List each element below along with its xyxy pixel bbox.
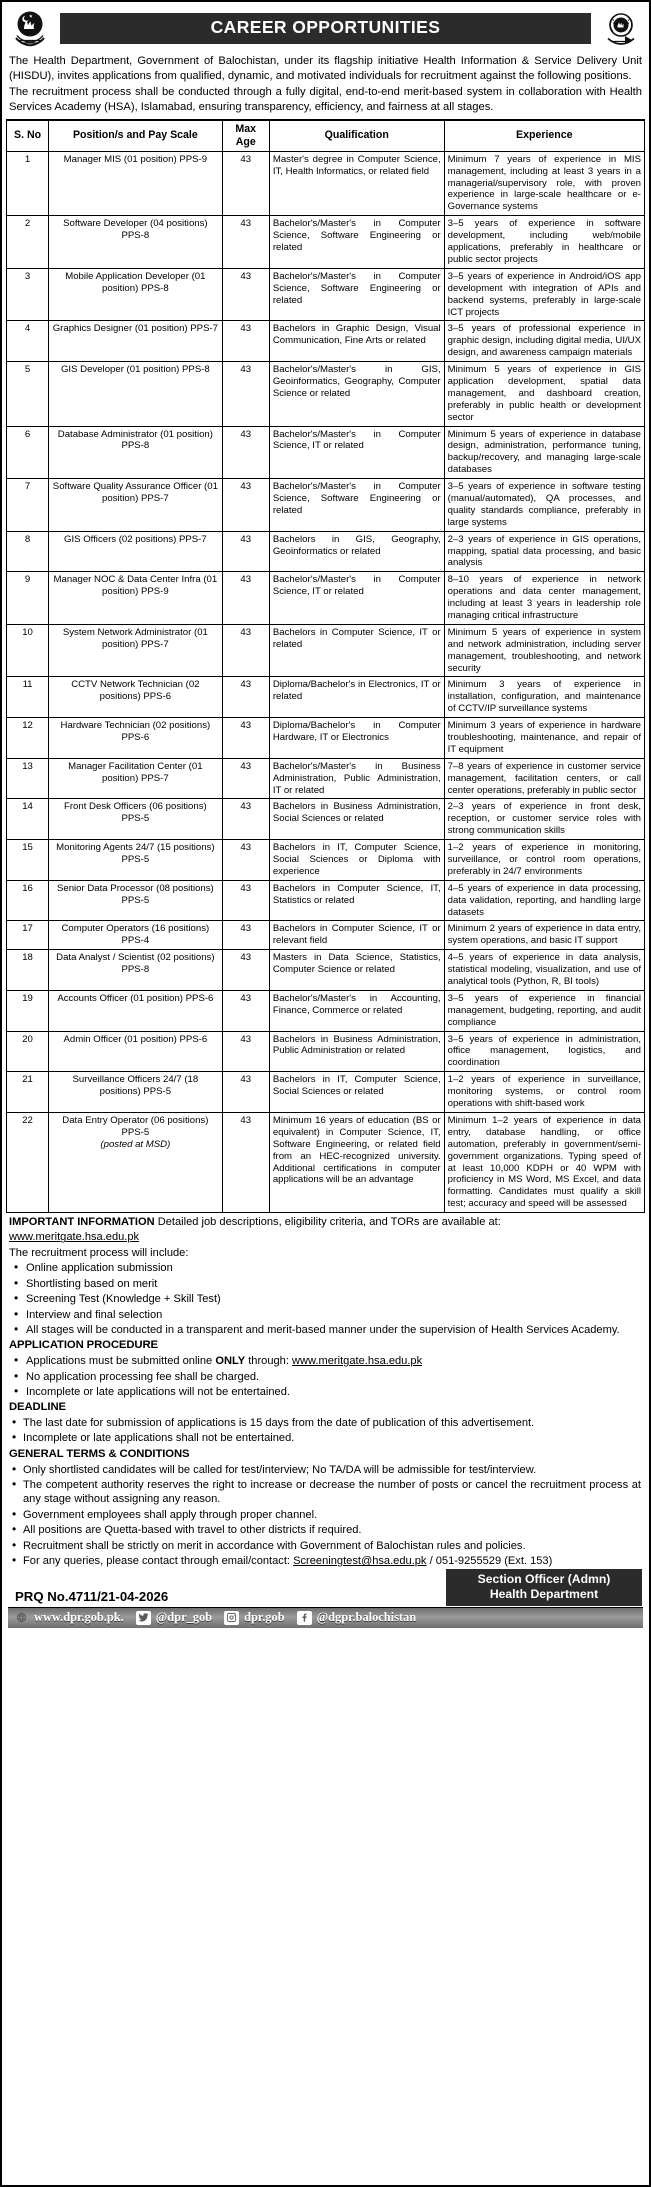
position-title: Manager MIS (01 position) PPS-9 (63, 153, 208, 165)
globe-icon (14, 1611, 29, 1625)
social-media-bar (8, 1607, 643, 1628)
cell-position (49, 572, 223, 625)
cell-experience: Minimum 2 years of experience in data entry, system operations, and basic IT support (444, 921, 644, 950)
table-row (7, 1112, 645, 1212)
prq-number: PRQ No.4711/21-04-2026 (15, 1588, 169, 1604)
list-item: • Government employees shall apply through proper channel. (9, 1508, 641, 1522)
positions-table-body (7, 151, 645, 1212)
cell-sno: 9 (7, 572, 49, 625)
cell-position (49, 799, 223, 840)
position-title: System Network Administrator (01 position) PPS-7 (62, 626, 208, 650)
cell-experience: Minimum 5 years of experience in GIS application development, spatial data management, and dashboard creation, preferably in public health or development sector (444, 362, 644, 426)
cell-sno: 6 (7, 426, 49, 479)
cell-sno: 7 (7, 479, 49, 532)
cell-qualification: Bachelors in Computer Science, IT or relevant field (269, 921, 444, 950)
cell-position (49, 426, 223, 479)
general-terms-heading: GENERAL TERMS & CONDITIONS (9, 1447, 190, 1460)
deadline-list (9, 1416, 641, 1446)
signature-block (446, 1569, 642, 1607)
cell-qualification: Bachelors in Computer Science, IT or related (269, 624, 444, 677)
cell-sno: 18 (7, 950, 49, 991)
cell-position (49, 1072, 223, 1113)
cell-experience: 2–3 years of experience in GIS operations, mapping, spatial data processing, and basic analysis (444, 531, 644, 572)
apply-online-only-emphasis: ONLY (215, 1355, 246, 1368)
position-title: Accounts Officer (01 position) PPS-6 (57, 992, 214, 1004)
cell-experience: 3–5 years of experience in Android/iOS app development with integration of APIs and backend systems, preferably in large-scale ICT projects (444, 268, 644, 321)
list-item: • Interview and final selection (9, 1308, 641, 1322)
cell-qualification: Bachelors in IT, Computer Science, Social Sciences or related (269, 1072, 444, 1113)
cell-position (49, 880, 223, 921)
list-item: • All stages will be conducted in a transparent and merit-based manner under the supervision of Health Services Academy. (9, 1323, 641, 1337)
contact-email-link[interactable]: Screeningtest@hsa.edu.pk (293, 1555, 427, 1568)
cell-max-age: 43 (222, 216, 269, 269)
signature-department: Health Department (489, 1586, 599, 1601)
cell-experience: 4–5 years of experience in data analysis, statistical modeling, visualization, and use of analytical tools (Python, R, BI tools) (444, 950, 644, 991)
cell-qualification: Bachelors in GIS, Geography, Geoinformatics or related (269, 531, 444, 572)
cell-experience: 1–2 years of experience in surveillance, monitoring systems, or control room operations with shift-based work (444, 1072, 644, 1113)
position-title: CCTV Network Technician (02 positions) PPS-6 (71, 679, 200, 703)
cell-sno: 4 (7, 321, 49, 362)
table-row (7, 479, 645, 532)
cell-experience: 3–5 years of experience in software development, including web/mobile applications, preferably in healthcare or public sector projects (444, 216, 644, 269)
list-item: • Incomplete or late applications will not be entertained. (9, 1385, 641, 1399)
cell-sno: 20 (7, 1031, 49, 1072)
balochistan-government-emblem-logo (8, 7, 52, 51)
table-row (7, 321, 645, 362)
cell-experience: Minimum 7 years of experience in MIS management, including at least 3 years in a managerial/supervisory role, with proven experience in large-scale healthcare or e-Governance systems (444, 151, 644, 215)
cell-sno: 21 (7, 1072, 49, 1113)
position-title: Hardware Technician (02 positions) PPS-6 (60, 720, 211, 743)
cell-sno: 12 (7, 718, 49, 759)
cell-max-age: 43 (222, 677, 269, 718)
table-row (7, 216, 645, 269)
position-title: Graphics Designer (01 position) PPS-7 (52, 323, 219, 335)
column-header-sno: S. No (7, 120, 49, 151)
table-row (7, 718, 645, 759)
list-item: • The last date for submission of applications is 15 days from the date of publication of this advertisement. (9, 1416, 641, 1430)
position-title: Data Analyst / Scientist (02 positions) PPS-8 (56, 952, 215, 976)
cell-position (49, 362, 223, 426)
cell-experience: 8–10 years of experience in network operations and data center management, including at least 3 years in leadership role managing critical infrastructure (444, 572, 644, 625)
table-row (7, 268, 645, 321)
cell-qualification: Bachelor's/Master's in Computer Science, Software Engineering or related (269, 216, 444, 269)
list-item-apply-online (9, 1354, 641, 1368)
social-link-label: @dgpr.balochistan (316, 1610, 417, 1625)
cell-qualification: Bachelors in Business Administration, Social Sciences or related (269, 799, 444, 840)
introduction-block (6, 52, 645, 120)
cell-experience: Minimum 3 years of experience in hardware troubleshooting, maintenance, and repair of IT equipment (444, 718, 644, 759)
cell-position (49, 758, 223, 799)
cell-experience: Minimum 5 years of experience in database design, administration, performance tuning, backup/recovery, and managing large-scale databases (444, 426, 644, 479)
cell-qualification: Bachelor's/Master's in Computer Science, IT or related (269, 572, 444, 625)
cell-position (49, 321, 223, 362)
cell-max-age: 43 (222, 990, 269, 1031)
position-title: Data Entry Operator (06 positions) PPS-5 (62, 1114, 209, 1138)
cell-max-age: 43 (222, 572, 269, 625)
cell-position (49, 1031, 223, 1072)
column-header-max-age: Max Age (222, 120, 269, 151)
table-row (7, 950, 645, 991)
social-link-label: @dpr_gob (155, 1610, 213, 1625)
cell-max-age: 43 (222, 1072, 269, 1113)
intro-paragraph-2: The recruitment process shall be conducted through a fully digital, end-to-end merit-based system in collaboration with Health Services Academy (HSA), Islamabad, ensuring transparency, efficiency, and fairness at all stages. (9, 85, 642, 113)
position-title: Admin Officer (01 position) PPS-6 (63, 1033, 208, 1045)
cell-position (49, 718, 223, 759)
column-header-position: Position/s and Pay Scale (49, 120, 223, 151)
cell-position (49, 921, 223, 950)
table-row (7, 151, 645, 215)
list-item: • The competent authority reserves the right to increase or decrease the number of posts or cancel the recruitment process at any stage without assigning any reason. (9, 1478, 641, 1507)
cell-experience: 2–3 years of experience in front desk, reception, or customer service roles with strong communication skills (444, 799, 644, 840)
twitter-icon (136, 1611, 151, 1625)
table-header-row (7, 120, 645, 151)
position-title: Mobile Application Developer (01 position) PPS-8 (65, 270, 206, 294)
table-row (7, 758, 645, 799)
cell-position (49, 268, 223, 321)
cell-position (49, 624, 223, 677)
cell-sno: 15 (7, 840, 49, 881)
position-title: GIS Officers (02 positions) PPS-7 (64, 533, 207, 545)
cell-max-age: 43 (222, 321, 269, 362)
cell-position (49, 950, 223, 991)
cell-sno: 5 (7, 362, 49, 426)
cell-max-age: 43 (222, 1031, 269, 1072)
cell-max-age: 43 (222, 531, 269, 572)
cell-qualification: Bachelor's/Master's in Business Administration, Public Administration, IT or related (269, 758, 444, 799)
important-information-label: IMPORTANT INFORMATION (9, 1216, 155, 1229)
position-title: Software Quality Assurance Officer (01 position) PPS-7 (52, 481, 218, 504)
list-item-contact (9, 1554, 641, 1568)
cell-max-age: 43 (222, 1112, 269, 1212)
intro-paragraph-1: The Health Department, Government of Balochistan, under its flagship initiative Health Information & Service Delivery Unit (HISDU), invites applications from qualified, dynamic, and motivated individuals for recruitment against the following positions. (9, 55, 642, 82)
page-title: CAREER OPPORTUNITIES (60, 13, 591, 44)
deadline-heading: DEADLINE (9, 1401, 66, 1414)
footer-zone (6, 1573, 645, 1628)
social-link-facebook[interactable] (297, 1610, 417, 1625)
table-row (7, 677, 645, 718)
list-item: • Online application submission (9, 1261, 641, 1275)
list-item: • Incomplete or late applications shall not be entertained. (9, 1431, 641, 1445)
position-title: Senior Data Processor (08 positions) PPS-5 (56, 882, 214, 906)
health-department-emblem-logo (599, 7, 643, 51)
position-title: GIS Developer (01 position) PPS-8 (60, 364, 210, 376)
position-title: Manager Facilitation Center (01 position) PPS-7 (68, 760, 203, 784)
table-row (7, 426, 645, 479)
cell-sno: 11 (7, 677, 49, 718)
facebook-icon (297, 1611, 312, 1625)
social-link-label: dpr.gob (244, 1610, 285, 1625)
cell-max-age: 43 (222, 921, 269, 950)
contact-phone-text: / 051-9255529 (Ext. 153) (426, 1555, 553, 1568)
cell-max-age: 43 (222, 840, 269, 881)
positions-table (6, 120, 645, 1214)
instagram-icon (224, 1611, 239, 1625)
contact-list (9, 1554, 641, 1568)
cell-qualification: Masters in Data Science, Statistics, Computer Science or related (269, 950, 444, 991)
advertisement-header (6, 5, 645, 52)
cell-qualification: Diploma/Bachelor's in Computer Hardware, IT or Electronics (269, 718, 444, 759)
meritgate-url-line (9, 1230, 641, 1244)
column-header-experience: Experience (444, 120, 644, 151)
social-link-twitter[interactable] (136, 1610, 212, 1625)
apply-online-text-mid: through: (245, 1355, 293, 1368)
position-posting-note: (posted at MSD) (100, 1138, 171, 1150)
cell-experience: Minimum 3 years of experience in installation, configuration, and maintenance of CCTV/IP surveillance systems (444, 677, 644, 718)
application-procedure-list (9, 1354, 641, 1399)
cell-experience: 1–2 years of experience in monitoring, surveillance, or control room operations, preferably in 24/7 environments (444, 840, 644, 881)
cell-max-age: 43 (222, 758, 269, 799)
cell-qualification: Bachelors in Computer Science, IT, Statistics or related (269, 880, 444, 921)
cell-sno: 8 (7, 531, 49, 572)
position-title: Surveillance Officers 24/7 (18 positions) PPS-5 (72, 1074, 199, 1098)
cell-qualification: Bachelors in Business Administration, Public Administration or related (269, 1031, 444, 1072)
cell-max-age: 43 (222, 799, 269, 840)
list-item: • All positions are Quetta-based with travel to other districts if required. (9, 1523, 641, 1537)
social-link-label: www.dpr.gob.pk. (34, 1610, 124, 1625)
table-row (7, 1031, 645, 1072)
cell-max-age: 43 (222, 479, 269, 532)
social-link-globe[interactable] (14, 1610, 124, 1625)
cell-experience: Minimum 1–2 years of experience in data entry, database handling, or office automation, preferably in government/semi-government organizations. Typing speed of at least 10,000 KDPH or 40 WPM with proficiency in MS Word, MS Excel, and data formatting. Candidates must qualify a skill test; accuracy and speed will be assessed (444, 1112, 644, 1212)
table-row (7, 921, 645, 950)
important-information-line (9, 1215, 641, 1229)
cell-sno: 13 (7, 758, 49, 799)
position-title: Manager NOC & Data Center Infra (01 position) PPS-9 (53, 574, 218, 598)
cell-sno: 10 (7, 624, 49, 677)
social-link-instagram[interactable] (224, 1610, 285, 1625)
cell-qualification: Bachelor's/Master's in Computer Science, Software Engineering or related (269, 268, 444, 321)
cell-qualification: Bachelor's/Master's in Accounting, Finance, Commerce or related (269, 990, 444, 1031)
apply-online-text-pre: Applications must be submitted online (26, 1355, 216, 1368)
application-procedure-heading: APPLICATION PROCEDURE (9, 1339, 158, 1352)
cell-sno: 3 (7, 268, 49, 321)
contact-text-pre: For any queries, please contact through email/contact: (23, 1555, 294, 1568)
cell-position (49, 990, 223, 1031)
cell-sno: 2 (7, 216, 49, 269)
cell-experience: 3–5 years of experience in administration, office management, logistics, and coordination (444, 1031, 644, 1072)
cell-max-age: 43 (222, 950, 269, 991)
cell-max-age: 43 (222, 362, 269, 426)
cell-max-age: 43 (222, 624, 269, 677)
cell-experience: 7–8 years of experience in customer service management, facilitation centers, or call center operations, preferably in public sector (444, 758, 644, 799)
cell-qualification: Bachelor's/Master's in Computer Science, Software Engineering or related (269, 479, 444, 532)
cell-experience: 3–5 years of professional experience in graphic design, including digital media, UI/UX design, and awareness campaign materials (444, 321, 644, 362)
cell-position (49, 479, 223, 532)
position-title: Database Administrator (01 position) PPS-8 (57, 428, 213, 452)
table-row (7, 880, 645, 921)
cell-qualification: Bachelor's/Master's in GIS, Geoinformatics, Geography, Computer Science or related (269, 362, 444, 426)
apply-online-url-link[interactable]: www.meritgate.hsa.edu.pk (292, 1355, 423, 1368)
cell-max-age: 43 (222, 268, 269, 321)
cell-experience: 3–5 years of experience in software testing (manual/automated), QA processes, and quality standards compliance, preferably in large systems (444, 479, 644, 532)
table-row (7, 840, 645, 881)
cell-max-age: 43 (222, 880, 269, 921)
position-title: Software Developer (04 positions) PPS-8 (63, 218, 208, 242)
list-item: • Only shortlisted candidates will be called for test/interview; No TA/DA will be admissible for test/interview. (9, 1463, 641, 1477)
position-title: Monitoring Agents 24/7 (15 positions) PPS-5 (56, 842, 215, 866)
notes-section (6, 1213, 645, 1568)
cell-position (49, 216, 223, 269)
column-header-qualification: Qualification (269, 120, 444, 151)
cell-qualification: Diploma/Bachelor's in Electronics, IT or related (269, 677, 444, 718)
signature-designation: Section Officer (Admn) (477, 1571, 611, 1586)
cell-experience: 4–5 years of experience in data processing, data validation, reporting, and handling large datasets (444, 880, 644, 921)
cell-max-age: 43 (222, 151, 269, 215)
cell-position (49, 677, 223, 718)
meritgate-url-link[interactable]: www.meritgate.hsa.edu.pk (9, 1231, 140, 1244)
important-information-text: Detailed job descriptions, eligibility criteria, and TORs are available at: (157, 1216, 501, 1229)
general-terms-list (9, 1463, 641, 1554)
cell-position (49, 151, 223, 215)
position-title: Computer Operators (16 positions) PPS-4 (61, 923, 210, 947)
cell-sno: 1 (7, 151, 49, 215)
table-row (7, 362, 645, 426)
table-row (7, 990, 645, 1031)
cell-qualification: Master's degree in Computer Science, IT, Health Informatics, or related field (269, 151, 444, 215)
list-item: • Shortlisting based on merit (9, 1277, 641, 1291)
table-row (7, 799, 645, 840)
recruitment-process-lead: The recruitment process will include: (9, 1246, 189, 1259)
recruitment-process-list (9, 1261, 641, 1337)
cell-position (49, 1112, 223, 1212)
table-row (7, 572, 645, 625)
cell-position (49, 531, 223, 572)
cell-max-age: 43 (222, 718, 269, 759)
table-row (7, 1072, 645, 1113)
cell-position (49, 840, 223, 881)
cell-sno: 19 (7, 990, 49, 1031)
cell-experience: Minimum 5 years of experience in system and network administration, including server management, troubleshooting, and network security (444, 624, 644, 677)
cell-qualification: Bachelors in IT, Computer Science, Social Sciences or Diploma with experience (269, 840, 444, 881)
cell-qualification: Bachelor's/Master's in Computer Science, IT or related (269, 426, 444, 479)
cell-sno: 22 (7, 1112, 49, 1212)
table-row (7, 531, 645, 572)
cell-max-age: 43 (222, 426, 269, 479)
cell-sno: 14 (7, 799, 49, 840)
cell-sno: 16 (7, 880, 49, 921)
table-row (7, 624, 645, 677)
list-item: • Screening Test (Knowledge + Skill Test) (9, 1292, 641, 1306)
cell-sno: 17 (7, 921, 49, 950)
cell-qualification: Minimum 16 years of education (BS or equivalent) in Computer Science, IT, Software Engineering, or related field from an HEC-recognized university. Additional certifications in computer applications will be an advantage (269, 1112, 444, 1212)
cell-experience: 3–5 years of experience in financial management, budgeting, reporting, and audit compliance (444, 990, 644, 1031)
list-item: • No application processing fee shall be charged. (9, 1370, 641, 1384)
cell-qualification: Bachelors in Graphic Design, Visual Communication, Fine Arts or related (269, 321, 444, 362)
list-item: • Recruitment shall be strictly on merit in accordance with Government of Balochistan rules and policies. (9, 1539, 641, 1553)
position-title: Front Desk Officers (06 positions) PPS-5 (64, 801, 207, 825)
